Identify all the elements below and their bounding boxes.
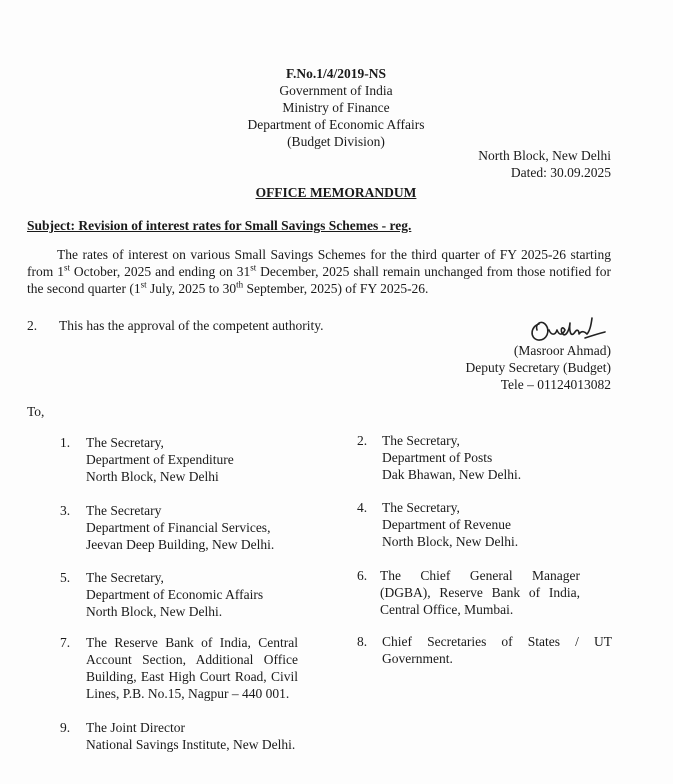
recipient-9-number: 9. xyxy=(60,720,71,735)
recipient-1 xyxy=(86,434,306,485)
header-department: Department of Economic Affairs xyxy=(247,117,425,132)
recipient-6: The Chief General Manager (DGBA), Reserve Bank of India, Central Office, Mumbai. xyxy=(380,568,580,617)
recipient-2 xyxy=(382,432,612,483)
recipient-4 xyxy=(382,499,612,550)
to-label: To, xyxy=(27,404,45,419)
recipient-2-number: 2. xyxy=(357,433,368,448)
recipient-3-line-2: Department of Financial Services, xyxy=(86,520,271,535)
recipient-7: The Reserve Bank of India, Central Account Section, Additional Office Building, East High Court Road, Civil Lines, P.B. No.15, Nagpur – 440 001. xyxy=(86,635,298,701)
signatory-designation: Deputy Secretary (Budget) xyxy=(465,360,611,375)
para1-sup-4: th xyxy=(236,279,244,290)
date-line: Dated: 30.09.2025 xyxy=(510,165,611,180)
recipient-9-line-2: National Savings Institute, New Delhi. xyxy=(86,737,296,752)
recipient-8-number: 8. xyxy=(357,634,368,649)
recipient-3-line-1: The Secretary xyxy=(86,503,162,518)
paragraph-2: This has the approval of the competent authority. xyxy=(59,318,324,333)
header-division: (Budget Division) xyxy=(287,134,385,149)
recipient-3-number: 3. xyxy=(60,503,71,518)
recipient-1-number: 1. xyxy=(60,435,71,450)
para1-sup-2: st xyxy=(250,262,257,273)
recipient-2-line-3: Dak Bhawan, New Delhi. xyxy=(382,467,522,482)
para1-text-2: October, 2025 and ending on 31 xyxy=(69,264,251,279)
recipient-4-number: 4. xyxy=(357,500,368,515)
recipient-4-line-1: The Secretary, xyxy=(382,500,460,515)
signatory-name: (Masroor Ahmad) xyxy=(513,343,611,358)
recipient-9-line-1: The Joint Director xyxy=(86,720,185,735)
recipient-5 xyxy=(86,569,316,620)
recipient-3 xyxy=(86,502,316,553)
recipient-1-line-2: Department of Expenditure xyxy=(86,452,234,467)
recipient-4-line-3: North Block, New Delhi. xyxy=(382,534,519,549)
recipient-7-number: 7. xyxy=(60,635,71,650)
para1-sup-1: st xyxy=(63,262,70,273)
subject-line: Subject: Revision of interest rates for Small Savings Schemes - reg. xyxy=(27,218,412,233)
para1-text-3: December, 2025 shall remain unchanged from those notified for the second quarter (1 xyxy=(27,264,611,296)
recipient-6-number: 6. xyxy=(357,568,368,583)
para1-text-4: July, 2025 to 30 xyxy=(146,281,237,296)
recipient-4-line-2: Department of Revenue xyxy=(382,517,511,532)
recipient-5-number: 5. xyxy=(60,570,71,585)
recipient-1-line-1: The Secretary, xyxy=(86,435,164,450)
recipient-3-line-3: Jeevan Deep Building, New Delhi. xyxy=(86,537,275,552)
header-ministry: Ministry of Finance xyxy=(282,100,390,115)
recipient-5-line-3: North Block, New Delhi. xyxy=(86,604,223,619)
para1-text-5: September, 2025) of FY 2025-26. xyxy=(243,281,429,296)
signature-image xyxy=(525,308,610,346)
recipient-2-line-1: The Secretary, xyxy=(382,433,460,448)
memo-title: OFFICE MEMORANDUM xyxy=(255,185,417,200)
signatory-telephone: Tele – 01124013082 xyxy=(500,377,611,392)
place-line: North Block, New Delhi xyxy=(478,148,611,163)
recipient-5-line-2: Department of Economic Affairs xyxy=(86,587,264,602)
recipient-8: Chief Secretaries of States / UT Government. xyxy=(382,634,612,666)
recipient-1-line-3: North Block, New Delhi xyxy=(86,469,219,484)
para1-sup-3: st xyxy=(140,279,147,290)
header-government: Government of India xyxy=(279,83,393,98)
paragraph-2-number: 2. xyxy=(27,318,38,333)
file-number: F.No.1/4/2019-NS xyxy=(285,66,386,81)
recipient-2-line-2: Department of Posts xyxy=(382,450,493,465)
paragraph-1 xyxy=(27,246,611,297)
para1-text-1: The rates of interest on various Small Savings Schemes for the third quarter of FY 2025-26 starting from 1 xyxy=(27,247,611,279)
recipient-9 xyxy=(86,719,300,753)
recipient-5-line-1: The Secretary, xyxy=(86,570,164,585)
